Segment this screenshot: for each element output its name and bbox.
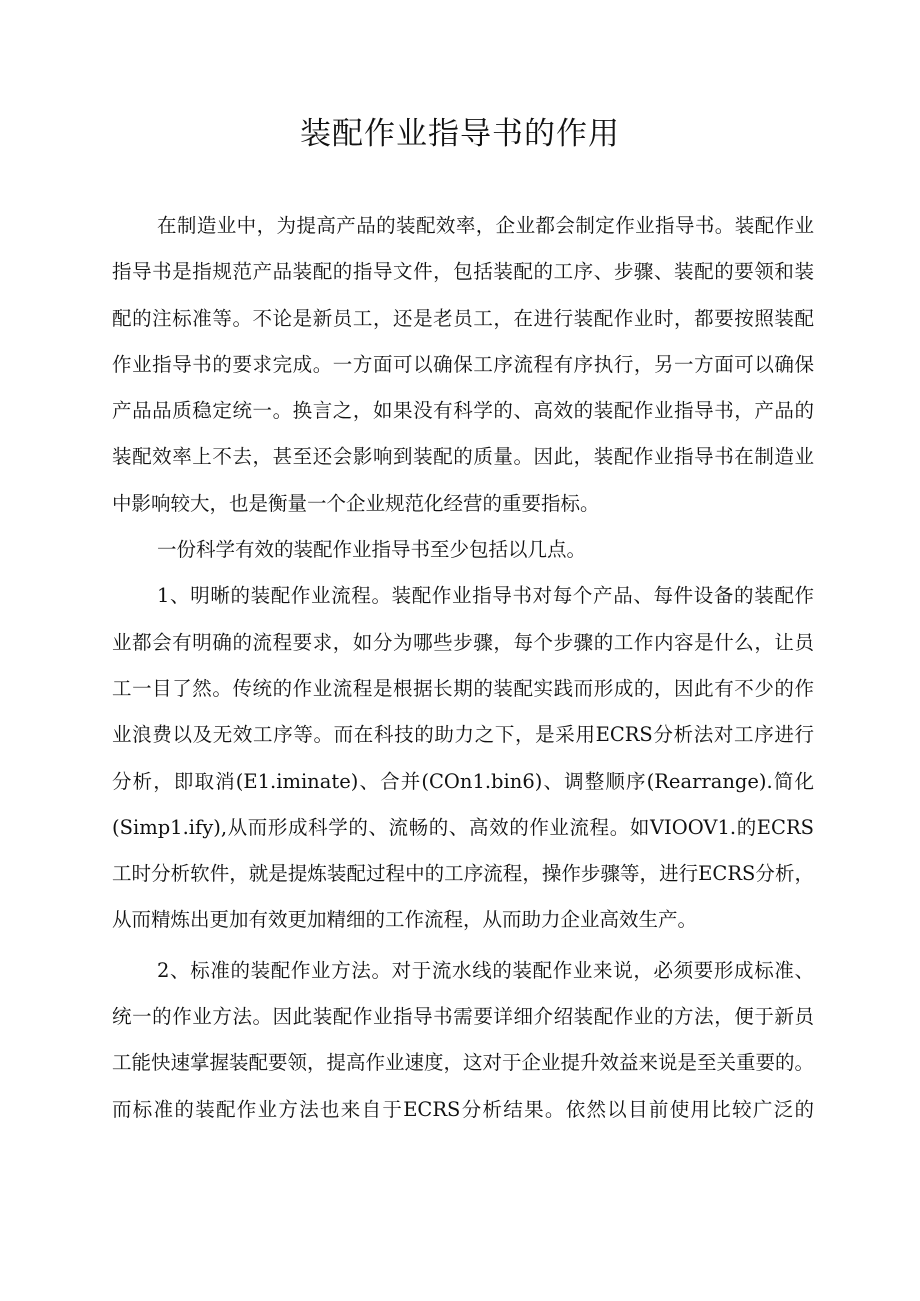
paragraph-1-line: 中影响较大，也是衡量一个企业规范化经营的重要指标。 <box>112 491 600 515</box>
paragraph-3-line: 分析，即取消(E1.iminate)、合并(COn1.bin6)、调整顺序(Rearrange).简化 <box>112 769 814 793</box>
paragraph-3-line: 从而精炼出更加有效更加精细的工作流程，从而助力企业高效生产。 <box>112 908 698 932</box>
paragraph-1-line: 装配效率上不去，甚至还会影响到装配的质量。因此，装配作业指导书在制造业 <box>112 445 814 469</box>
document-body <box>112 203 814 1133</box>
paragraph-3-line: 业都会有明确的流程要求，如分为哪些步骤，每个步骤的工作内容是什么，让员 <box>112 630 814 654</box>
paragraph-3-line: 工时分析软件，就是提炼装配过程中的工序流程，操作步骤等，进行ECRS分析， <box>112 862 814 886</box>
paragraph-1-line: 配的注标准等。不论是新员工，还是老员工，在进行装配作业时，都要按照装配 <box>112 306 814 330</box>
paragraph-4-line: 2、标准的装配作业方法。对于流水线的装配作业来说，必须要形成标准、 <box>157 958 814 982</box>
paragraph-3-line: 业浪费以及无效工序等。而在科技的助力之下，是采用ECRS分析法对工序进行 <box>112 723 814 747</box>
paragraph-3-line: 工一目了然。传统的作业流程是根据长期的装配实践而形成的，因此有不少的作 <box>112 676 814 700</box>
paragraph-4-line: 统一的作业方法。因此装配作业指导书需要详细介绍装配作业的方法，便于新员 <box>112 1005 814 1029</box>
paragraph-3-line: (Simp1.ify),从而形成科学的、流畅的、高效的作业流程。如VIOOV1.的ECRS <box>112 815 814 839</box>
paragraph-1-line: 指导书是指规范产品装配的指导文件，包括装配的工序、步骤、装配的要领和装 <box>112 260 814 284</box>
paragraph-1-line: 产品品质稳定统一。换言之，如果没有科学的、高效的装配作业指导书，产品的 <box>112 399 814 423</box>
paragraph-1-line: 作业指导书的要求完成。一方面可以确保工序流程有序执行，另一方面可以确保 <box>112 352 814 376</box>
paragraph-4-line: 工能快速掌握装配要领，提高作业速度，这对于企业提升效益来说是至关重要的。 <box>112 1051 815 1075</box>
paragraph-1-line: 在制造业中，为提高产品的装配效率，企业都会制定作业指导书。装配作业 <box>157 214 814 237</box>
paragraph-4-line: 而标准的装配作业方法也来自于ECRS分析结果。依然以目前使用比较广泛的 <box>112 1097 814 1121</box>
paragraph-2-line: 一份科学有效的装配作业指导书至少包括以几点。 <box>157 538 587 562</box>
paragraph-3-line: 1、明晰的装配作业流程。装配作业指导书对每个产品、每件设备的装配作 <box>157 584 814 608</box>
document-title: 装配作业指导书的作用 <box>300 116 620 152</box>
